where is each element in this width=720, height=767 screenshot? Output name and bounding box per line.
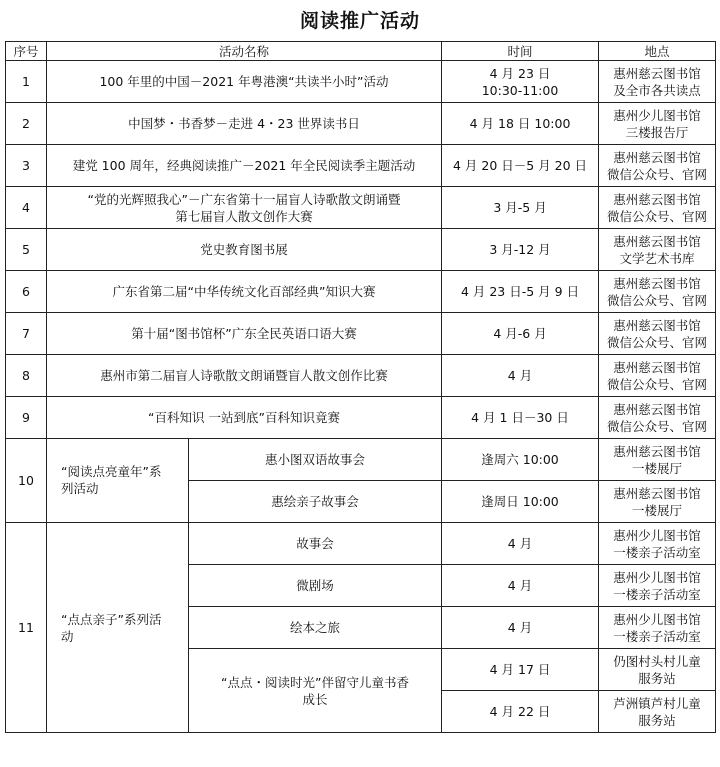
row-activity: 惠小图双语故事会 <box>189 439 442 481</box>
row-place: 仍图村头村儿童 服务站 <box>599 649 716 691</box>
row-time: 4 月-6 月 <box>442 313 599 355</box>
table-row <box>6 145 716 187</box>
row-no: 8 <box>6 355 47 397</box>
table-row <box>6 271 716 313</box>
row-activity: 惠绘亲子故事会 <box>189 481 442 523</box>
row-time: 4 月 <box>442 355 599 397</box>
row-time: 4 月 <box>442 523 599 565</box>
row-activity: 中国梦・书香梦－走进 4・23 世界读书日 <box>47 103 442 145</box>
header-place: 地点 <box>599 42 716 61</box>
page-title: 阅读推广活动 <box>299 10 420 32</box>
row-activity: 建党 100 周年，经典阅读推广－2021 年全民阅读季主题活动 <box>47 145 442 187</box>
row-time: 逢周日 10:00 <box>442 481 599 523</box>
row-activity: 党史教育图书展 <box>47 229 442 271</box>
row-place: 惠州慈云图书馆 一楼展厅 <box>599 439 716 481</box>
header-name: 活动名称 <box>47 42 442 61</box>
row-time: 4 月 23 日-5 月 9 日 <box>442 271 599 313</box>
series-name: “点点亲子”系列活 动 <box>47 523 189 733</box>
row-time: 4 月 18 日 10:00 <box>442 103 599 145</box>
row-place: 惠州少儿图书馆 一楼亲子活动室 <box>599 607 716 649</box>
row-time: 4 月 17 日 <box>442 649 599 691</box>
row-place: 惠州慈云图书馆 微信公众号、官网 <box>599 271 716 313</box>
table-header-row <box>6 42 716 61</box>
row-place: 惠州慈云图书馆 微信公众号、官网 <box>599 355 716 397</box>
row-activity: 惠州市第二届盲人诗歌散文朗诵暨盲人散文创作比赛 <box>47 355 442 397</box>
row-activity: “点点・阅读时光”伴留守儿童书香 成长 <box>189 649 442 733</box>
table-row <box>6 523 716 565</box>
row-time: 逢周六 10:00 <box>442 439 599 481</box>
row-place: 芦洲镇芦村儿童 服务站 <box>599 691 716 733</box>
row-time: 4 月 <box>442 565 599 607</box>
row-time: 4 月 22 日 <box>442 691 599 733</box>
row-no: 7 <box>6 313 47 355</box>
row-no: 9 <box>6 397 47 439</box>
row-place: 惠州慈云图书馆 及全市各共读点 <box>599 61 716 103</box>
row-place: 惠州慈云图书馆 微信公众号、官网 <box>599 187 716 229</box>
row-activity: 100 年里的中国－2021 年粤港澳“共读半小时”活动 <box>47 61 442 103</box>
row-no: 2 <box>6 103 47 145</box>
row-activity: 第十届“图书馆杯”广东全民英语口语大赛 <box>47 313 442 355</box>
row-place: 惠州少儿图书馆 一楼亲子活动室 <box>599 565 716 607</box>
table-row <box>6 229 716 271</box>
row-activity: 故事会 <box>189 523 442 565</box>
table-row <box>6 313 716 355</box>
row-place: 惠州少儿图书馆 一楼亲子活动室 <box>599 523 716 565</box>
table-row <box>6 187 716 229</box>
row-no: 10 <box>6 439 47 523</box>
row-place: 惠州慈云图书馆 微信公众号、官网 <box>599 397 716 439</box>
series-name: “阅读点亮童年”系 列活动 <box>47 439 189 523</box>
header-time: 时间 <box>442 42 599 61</box>
table-row <box>6 61 716 103</box>
row-activity: 绘本之旅 <box>189 607 442 649</box>
activity-table <box>5 41 716 733</box>
row-no: 1 <box>6 61 47 103</box>
row-place: 惠州慈云图书馆 微信公众号、官网 <box>599 145 716 187</box>
table-row <box>6 439 716 481</box>
row-no: 6 <box>6 271 47 313</box>
table-row <box>6 397 716 439</box>
row-no: 4 <box>6 187 47 229</box>
row-time: 3 月-12 月 <box>442 229 599 271</box>
table-row <box>6 355 716 397</box>
row-time: 3 月-5 月 <box>442 187 599 229</box>
row-activity: “党的光辉照我心”－广东省第十一届盲人诗歌散文朗诵暨 第七届盲人散文创作大赛 <box>47 187 442 229</box>
header-no: 序号 <box>6 42 47 61</box>
row-time: 4 月 1 日－30 日 <box>442 397 599 439</box>
row-activity: 微剧场 <box>189 565 442 607</box>
row-place: 惠州少儿图书馆 三楼报告厅 <box>599 103 716 145</box>
row-activity: “百科知识 一站到底”百科知识竟赛 <box>47 397 442 439</box>
row-place: 惠州慈云图书馆 微信公众号、官网 <box>599 313 716 355</box>
row-place: 惠州慈云图书馆 一楼展厅 <box>599 481 716 523</box>
row-no: 3 <box>6 145 47 187</box>
row-time: 4 月 <box>442 607 599 649</box>
row-activity: 广东省第二届“中华传统文化百部经典”知识大赛 <box>47 271 442 313</box>
row-time: 4 月 23 日 10:30-11:00 <box>442 61 599 103</box>
row-time: 4 月 20 日－5 月 20 日 <box>442 145 599 187</box>
row-place: 惠州慈云图书馆 文学艺术书库 <box>599 229 716 271</box>
table-row <box>6 103 716 145</box>
row-no: 11 <box>6 523 47 733</box>
row-no: 5 <box>6 229 47 271</box>
